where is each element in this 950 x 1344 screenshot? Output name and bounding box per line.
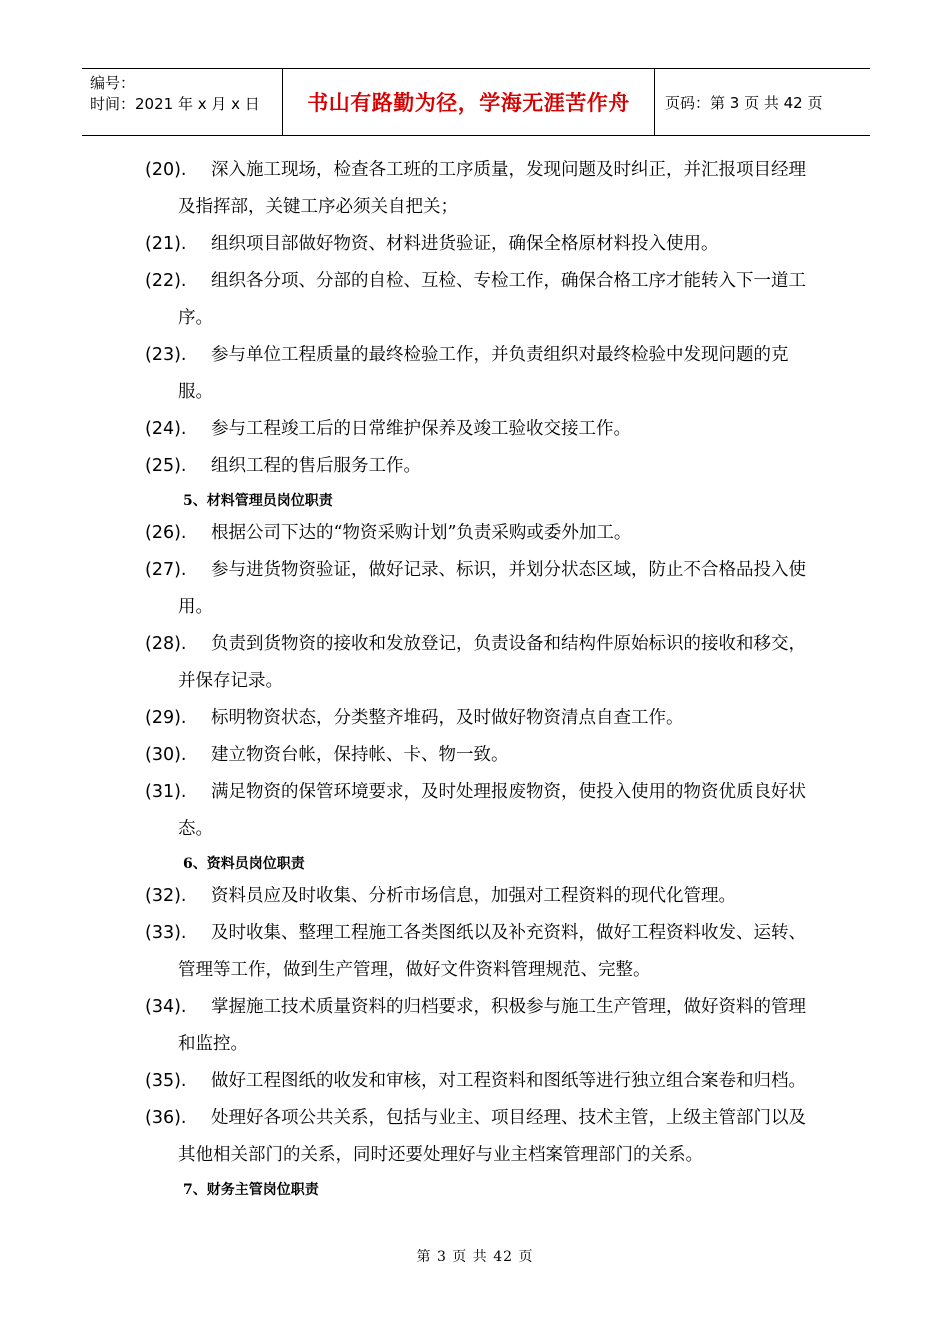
list-item [145,515,810,552]
item-number: (21). [145,234,187,254]
item-text: 组织各分项、分部的自检、互检、专检工作，确保合格工序才能转入下一道工序。 [178,271,806,328]
item-text: 做好工程图纸的收发和审核，对工程资料和图纸等进行独立组合案卷和归档。 [211,1071,806,1091]
section-heading-6: 6、资料员岗位职责 [183,856,305,872]
section-heading-5: 5、材料管理员岗位职责 [183,493,333,509]
item-number: (29). [145,708,187,728]
list-item [145,700,810,737]
list-item [145,337,810,411]
item-text: 掌握施工技术质量资料的归档要求，积极参与施工生产管理，做好资料的管理和监控。 [178,997,806,1054]
item-text: 及时收集、整理工程施工各类图纸以及补充资料，做好工程资料收发、运转、管理等工作，做到生产管理，做好文件资料管理规范、完整。 [178,923,806,980]
item-number: (23). [145,345,187,365]
item-text: 根据公司下达的“物资采购计划”负责采购或委外加工。 [211,523,632,543]
item-text: 组织项目部做好物资、材料进货验证，确保全格原材料投入使用。 [211,234,719,254]
list-item [145,226,810,263]
page-header [82,68,870,136]
header-page-info: 页码：第 3 页 共 42 页 [665,93,823,112]
item-text: 参与进货物资验证，做好记录、标识，并划分状态区域，防止不合格品投入使用。 [178,560,806,617]
list-item [145,774,810,848]
document-body [145,152,810,1204]
item-number: (32). [145,886,187,906]
list-item [145,878,810,915]
item-number: (36). [145,1108,187,1128]
duty-list-quality [145,152,810,485]
item-number: (26). [145,523,187,543]
item-number: (22). [145,271,187,291]
duty-list-documents [145,878,810,1174]
item-number: (24). [145,419,187,439]
list-item [145,1063,810,1100]
list-item [145,411,810,448]
section-heading-7: 7、财务主管岗位职责 [183,1182,319,1198]
duty-list-materials [145,515,810,848]
item-text: 建立物资台帐，保持帐、卡、物一致。 [211,745,509,765]
list-item [145,626,810,700]
item-text: 负责到货物资的接收和发放登记，负责设备和结构件原始标识的接收和移交，并保存记录。 [178,634,806,691]
item-text: 资料员应及时收集、分析市场信息，加强对工程资料的现代化管理。 [211,886,736,906]
item-text: 组织工程的售后服务工作。 [211,456,421,476]
header-number: 编号： [90,74,136,92]
item-number: (35). [145,1071,187,1091]
list-item [145,1100,810,1174]
list-item [145,448,810,485]
page-footer: 第 3 页 共 42 页 [416,1249,534,1265]
item-text: 满足物资的保管环境要求，及时处理报废物资，使投入使用的物资优质良好状态。 [178,782,806,839]
item-number: (27). [145,560,187,580]
list-item [145,737,810,774]
header-meta [82,69,282,135]
header-motto-cell [282,69,655,135]
list-item [145,989,810,1063]
list-item [145,152,810,226]
header-motto: 书山有路勤为径，学海无涯苦作舟 [307,91,630,115]
item-number: (34). [145,997,187,1017]
list-item [145,915,810,989]
list-item [145,263,810,337]
item-number: (25). [145,456,187,476]
item-number: (30). [145,745,187,765]
item-number: (20). [145,160,187,180]
item-text: 标明物资状态，分类整齐堆码，及时做好物资清点自查工作。 [211,708,684,728]
list-item [145,552,810,626]
header-time: 时间：2021 年 x 月 x 日 [90,95,260,113]
item-number: (28). [145,634,187,654]
item-text: 深入施工现场，检查各工班的工序质量，发现问题及时纠正，并汇报项目经理及指挥部，关键工序必须关自把关； [178,160,806,217]
item-text: 参与单位工程质量的最终检验工作，并负责组织对最终检验中发现问题的克服。 [178,345,789,402]
item-text: 参与工程竣工后的日常维护保养及竣工验收交接工作。 [211,419,631,439]
item-number: (31). [145,782,187,802]
item-text: 处理好各项公共关系，包括与业主、项目经理、技术主管，上级主管部门以及其他相关部门的关系，同时还要处理好与业主档案管理部门的关系。 [178,1108,806,1165]
item-number: (33). [145,923,187,943]
